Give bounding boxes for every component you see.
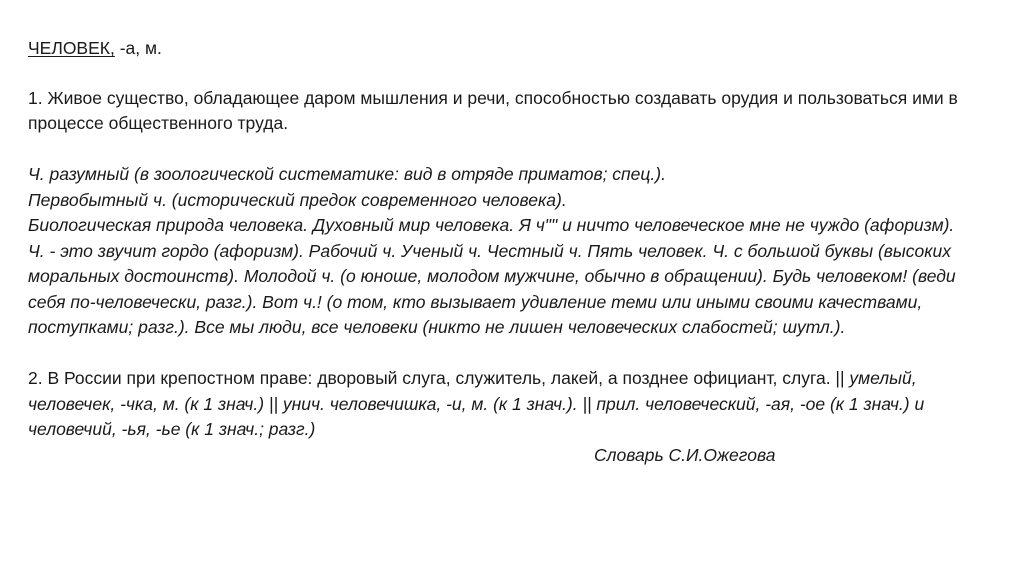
sense-1-example: Ч. разумный (в зоологической систематике: вид в отряде приматов; спец.).: [28, 164, 666, 184]
headword: ЧЕЛОВЕК,: [28, 38, 115, 58]
sense-2-derivatives: умелый, человечек, -чка, м. (к 1 знач.) || унич. человечишка, -и, м. (к 1 знач.). || прил. человеческий, -ая, -ое (к 1 знач.) и человечий, -ья, -ье (к 1 знач.; разг.): [28, 368, 925, 439]
entry-header: [28, 36, 996, 62]
spacer: [28, 62, 996, 86]
sense-1-example: Ч. - это звучит гордо (афоризм). Рабочий ч. Ученый ч. Честный ч. Пять человек. Ч. с большой буквы (высоких моральных достоинств). Молодой ч. (о юноше, молодом мужчине, обычно в обращении). Будь человеком! (веди себя по-человечески, разг.). Вот ч.! (о том, кто вызывает удивление теми или иными своими качествами, поступками; разг.). Все мы люди, все человеки (никто не лишен человеческих слабостей; шутл.).: [28, 240, 956, 337]
source-signature: Словарь С.И.Ожегова: [594, 444, 776, 465]
grammar-note: -а, м.: [114, 38, 162, 58]
sense-2: [28, 366, 996, 443]
sense-1-example: Первобытный ч. (исторический предок современного человека).: [28, 189, 567, 210]
spacer: [28, 341, 996, 367]
dictionary-entry: [28, 36, 996, 468]
spacer: [28, 137, 996, 163]
sense-1-definition: 1. Живое существо, обладающее даром мышления и речи, способностью создавать орудия и пользоваться ими в процессе общественного труда.: [28, 87, 958, 133]
sense-2-definition: 2. В России при крепостном праве: дворовый слуга, служитель, лакей, а позднее официант, слуга. ||: [28, 368, 850, 388]
sense-1-example: Биологическая природа человека. Духовный мир человека. Я ч"" и ничто человеческое мне не чуждо (афоризм).: [28, 215, 955, 235]
